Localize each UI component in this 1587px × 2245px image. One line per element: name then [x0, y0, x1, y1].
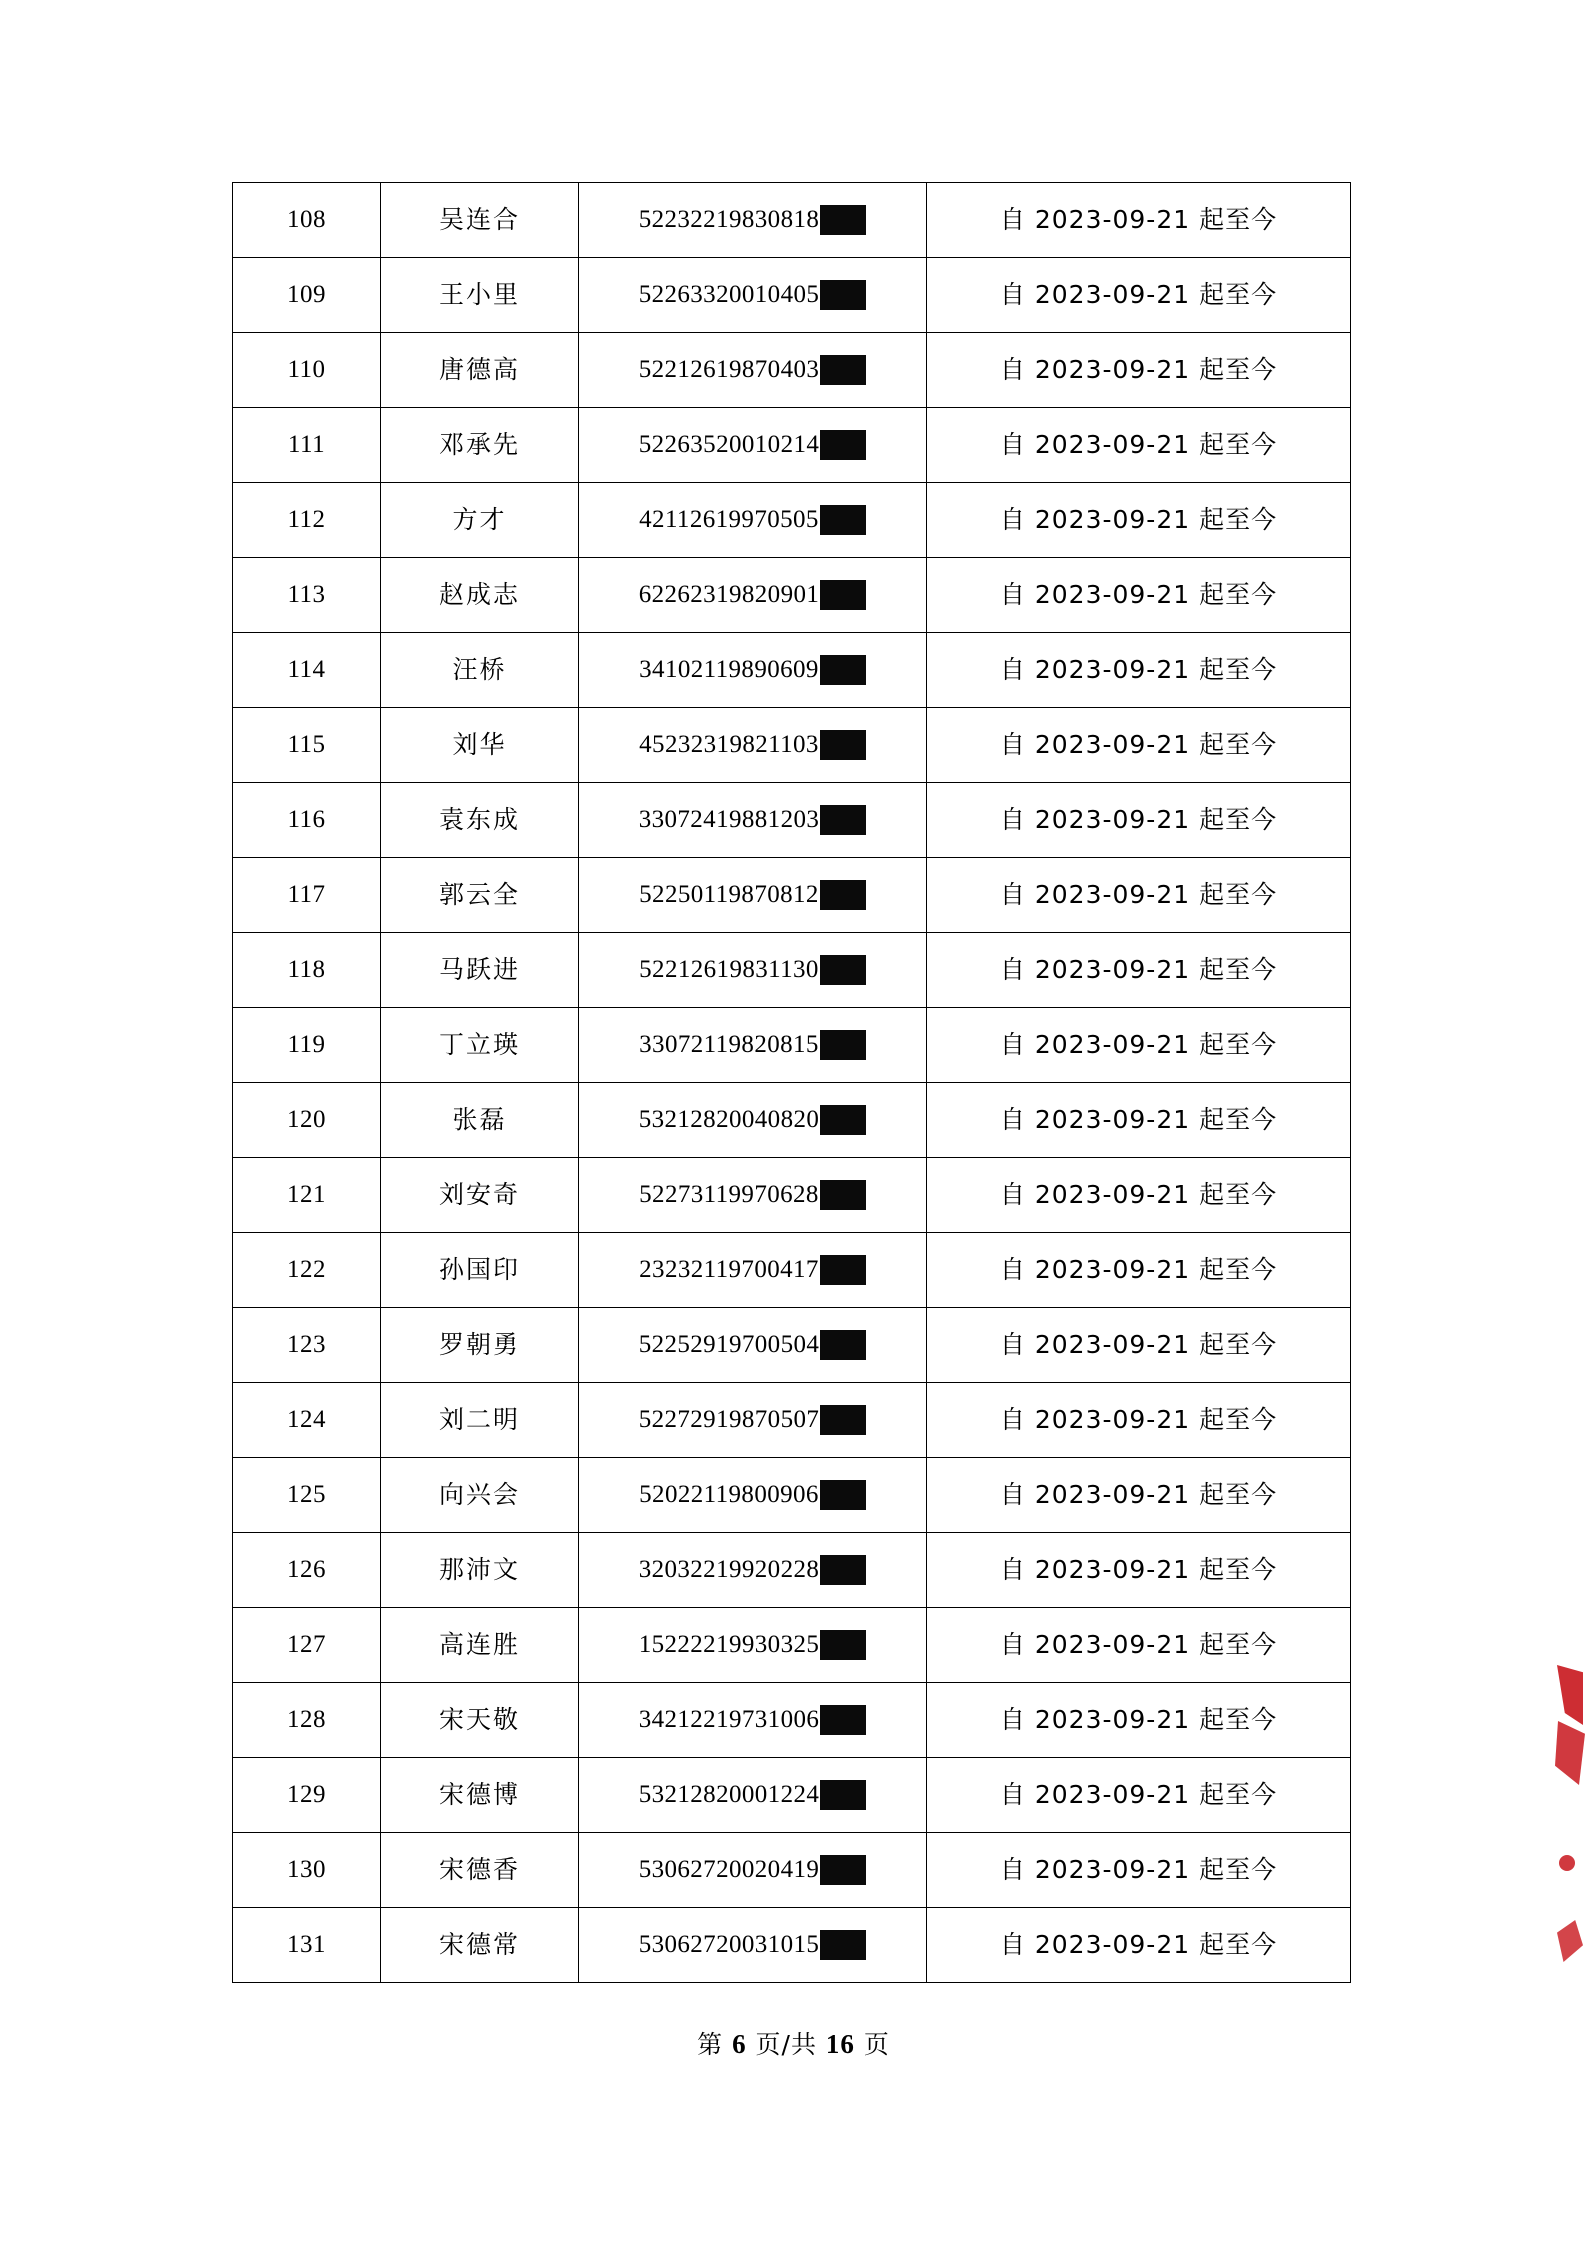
- row-name: 罗朝勇: [381, 1308, 579, 1383]
- id-digits: 33072419881203: [638, 806, 820, 834]
- footer-suffix: 页: [863, 2030, 890, 2059]
- id-digits: 53212820040820: [638, 1106, 820, 1134]
- redaction-bar: [820, 1630, 866, 1660]
- row-id-number: [579, 1458, 927, 1533]
- row-index: 120: [233, 1083, 381, 1158]
- row-index: 125: [233, 1458, 381, 1533]
- row-index: 112: [233, 483, 381, 558]
- row-name: 汪桥: [381, 633, 579, 708]
- row-index: 115: [233, 708, 381, 783]
- row-name: 王小里: [381, 258, 579, 333]
- row-index: 117: [233, 858, 381, 933]
- row-index: 129: [233, 1758, 381, 1833]
- row-period: 自 2023-09-21 起至今: [927, 1083, 1351, 1158]
- id-digits: 52250119870812: [639, 881, 819, 909]
- row-name: 赵成志: [381, 558, 579, 633]
- id-digits: 52212619831130: [639, 956, 819, 984]
- table-row: [233, 1083, 1351, 1158]
- table-row: [233, 633, 1351, 708]
- row-period: 自 2023-09-21 起至今: [927, 183, 1351, 258]
- id-digits: 53062720020419: [638, 1856, 820, 1884]
- redaction-bar: [820, 1255, 866, 1285]
- row-name: 袁东成: [381, 783, 579, 858]
- id-digits: 52252919700504: [638, 1331, 820, 1359]
- table-row: [233, 1683, 1351, 1758]
- table-row: [233, 1233, 1351, 1308]
- id-digits: 42112619970505: [639, 506, 819, 534]
- id-digits: 52272919870507: [638, 1406, 820, 1434]
- id-digits: 34212219731006: [638, 1706, 820, 1734]
- table-row: [233, 708, 1351, 783]
- row-id-number: [579, 708, 927, 783]
- redaction-bar: [820, 955, 866, 985]
- table-row: [233, 1533, 1351, 1608]
- row-id-number: [579, 1833, 927, 1908]
- row-name: 刘安奇: [381, 1158, 579, 1233]
- row-index: 126: [233, 1533, 381, 1608]
- row-period: 自 2023-09-21 起至今: [927, 1608, 1351, 1683]
- redaction-bar: [820, 505, 866, 535]
- row-period: 自 2023-09-21 起至今: [927, 1458, 1351, 1533]
- row-period: 自 2023-09-21 起至今: [927, 1308, 1351, 1383]
- row-name: 刘华: [381, 708, 579, 783]
- table-row: [233, 783, 1351, 858]
- row-period: 自 2023-09-21 起至今: [927, 1533, 1351, 1608]
- row-name: 唐德高: [381, 333, 579, 408]
- row-index: 121: [233, 1158, 381, 1233]
- table-row: [233, 1608, 1351, 1683]
- row-id-number: [579, 408, 927, 483]
- row-period: 自 2023-09-21 起至今: [927, 1233, 1351, 1308]
- row-index: 124: [233, 1383, 381, 1458]
- row-period: 自 2023-09-21 起至今: [927, 708, 1351, 783]
- redaction-bar: [820, 205, 866, 235]
- row-name: 吴连合: [381, 183, 579, 258]
- row-index: 119: [233, 1008, 381, 1083]
- row-id-number: [579, 558, 927, 633]
- row-id-number: [579, 183, 927, 258]
- redaction-bar: [820, 1180, 866, 1210]
- redaction-bar: [820, 655, 866, 685]
- row-period: 自 2023-09-21 起至今: [927, 783, 1351, 858]
- page-footer: [0, 2025, 1587, 2061]
- row-name: 宋德香: [381, 1833, 579, 1908]
- redaction-bar: [820, 1855, 866, 1885]
- row-id-number: [579, 1383, 927, 1458]
- row-period: 自 2023-09-21 起至今: [927, 483, 1351, 558]
- id-digits: 52022119800906: [639, 1481, 819, 1509]
- row-period: 自 2023-09-21 起至今: [927, 1158, 1351, 1233]
- row-period: 自 2023-09-21 起至今: [927, 1008, 1351, 1083]
- row-period: 自 2023-09-21 起至今: [927, 633, 1351, 708]
- roster-table: [232, 182, 1351, 1983]
- row-name: 宋德常: [381, 1908, 579, 1983]
- table-row: [233, 1158, 1351, 1233]
- row-index: 118: [233, 933, 381, 1008]
- table-row: [233, 1383, 1351, 1458]
- row-id-number: [579, 1608, 927, 1683]
- id-digits: 52273119970628: [639, 1181, 819, 1209]
- row-name: 刘二明: [381, 1383, 579, 1458]
- row-name: 马跃进: [381, 933, 579, 1008]
- table-row: [233, 1008, 1351, 1083]
- row-id-number: [579, 1233, 927, 1308]
- row-name: 宋德博: [381, 1758, 579, 1833]
- row-period: 自 2023-09-21 起至今: [927, 1908, 1351, 1983]
- table-row: [233, 408, 1351, 483]
- redaction-bar: [820, 580, 866, 610]
- row-id-number: [579, 633, 927, 708]
- id-digits: 53062720031015: [638, 1931, 820, 1959]
- table-row: [233, 858, 1351, 933]
- row-index: 113: [233, 558, 381, 633]
- row-period: 自 2023-09-21 起至今: [927, 558, 1351, 633]
- footer-total-pages: 16: [825, 2029, 855, 2059]
- red-seal-fragment: [1553, 1655, 1587, 1985]
- id-digits: 33072119820815: [639, 1031, 819, 1059]
- id-digits: 45232319821103: [639, 731, 819, 759]
- row-id-number: [579, 1158, 927, 1233]
- table-row: [233, 1758, 1351, 1833]
- row-name: 那沛文: [381, 1533, 579, 1608]
- redaction-bar: [820, 1105, 866, 1135]
- row-id-number: [579, 483, 927, 558]
- redaction-bar: [820, 1330, 866, 1360]
- row-name: 郭云全: [381, 858, 579, 933]
- row-name: 方才: [381, 483, 579, 558]
- table-row: [233, 183, 1351, 258]
- redaction-bar: [820, 1780, 866, 1810]
- table-row: [233, 1908, 1351, 1983]
- id-digits: 32032219920228: [638, 1556, 820, 1584]
- row-id-number: [579, 1758, 927, 1833]
- row-index: 131: [233, 1908, 381, 1983]
- id-digits: 52263320010405: [638, 281, 820, 309]
- id-digits: 52232219830818: [638, 206, 820, 234]
- row-name: 丁立瑛: [381, 1008, 579, 1083]
- row-id-number: [579, 933, 927, 1008]
- table-row: [233, 933, 1351, 1008]
- table-row: [233, 558, 1351, 633]
- row-id-number: [579, 1008, 927, 1083]
- row-id-number: [579, 858, 927, 933]
- redaction-bar: [820, 805, 866, 835]
- row-period: 自 2023-09-21 起至今: [927, 1683, 1351, 1758]
- row-period: 自 2023-09-21 起至今: [927, 1758, 1351, 1833]
- row-id-number: [579, 1683, 927, 1758]
- row-id-number: [579, 258, 927, 333]
- row-period: 自 2023-09-21 起至今: [927, 858, 1351, 933]
- id-digits: 53212820001224: [638, 1781, 820, 1809]
- id-digits: 15222219930325: [638, 1631, 820, 1659]
- footer-middle: 页/共: [755, 2030, 817, 2059]
- row-index: 111: [233, 408, 381, 483]
- roster-table-body: [233, 183, 1351, 1983]
- row-index: 128: [233, 1683, 381, 1758]
- redaction-bar: [820, 1480, 866, 1510]
- table-row: [233, 1833, 1351, 1908]
- row-period: 自 2023-09-21 起至今: [927, 333, 1351, 408]
- roster-table-container: [232, 182, 1350, 1983]
- row-period: 自 2023-09-21 起至今: [927, 1833, 1351, 1908]
- row-index: 108: [233, 183, 381, 258]
- row-period: 自 2023-09-21 起至今: [927, 408, 1351, 483]
- id-digits: 34102119890609: [639, 656, 819, 684]
- redaction-bar: [820, 1030, 866, 1060]
- row-period: 自 2023-09-21 起至今: [927, 258, 1351, 333]
- row-period: 自 2023-09-21 起至今: [927, 1383, 1351, 1458]
- row-id-number: [579, 1533, 927, 1608]
- row-id-number: [579, 1308, 927, 1383]
- row-index: 109: [233, 258, 381, 333]
- redaction-bar: [820, 1930, 866, 1960]
- footer-prefix: 第: [697, 2030, 724, 2059]
- row-index: 130: [233, 1833, 381, 1908]
- redaction-bar: [820, 1705, 866, 1735]
- id-digits: 52212619870403: [638, 356, 820, 384]
- redaction-bar: [820, 355, 866, 385]
- redaction-bar: [820, 430, 866, 460]
- table-row: [233, 333, 1351, 408]
- id-digits: 23232119700417: [639, 1256, 819, 1284]
- redaction-bar: [820, 880, 866, 910]
- table-row: [233, 483, 1351, 558]
- id-digits: 52263520010214: [638, 431, 820, 459]
- row-id-number: [579, 783, 927, 858]
- id-digits: 62262319820901: [638, 581, 820, 609]
- table-row: [233, 1308, 1351, 1383]
- row-name: 向兴会: [381, 1458, 579, 1533]
- row-index: 122: [233, 1233, 381, 1308]
- redaction-bar: [820, 730, 866, 760]
- redaction-bar: [820, 1405, 866, 1435]
- row-period: 自 2023-09-21 起至今: [927, 933, 1351, 1008]
- row-index: 123: [233, 1308, 381, 1383]
- row-index: 110: [233, 333, 381, 408]
- row-id-number: [579, 1083, 927, 1158]
- row-name: 张磊: [381, 1083, 579, 1158]
- row-name: 邓承先: [381, 408, 579, 483]
- row-id-number: [579, 1908, 927, 1983]
- row-index: 116: [233, 783, 381, 858]
- redaction-bar: [820, 280, 866, 310]
- table-row: [233, 1458, 1351, 1533]
- row-name: 宋天敬: [381, 1683, 579, 1758]
- row-name: 高连胜: [381, 1608, 579, 1683]
- redaction-bar: [820, 1555, 866, 1585]
- row-name: 孙国印: [381, 1233, 579, 1308]
- table-row: [233, 258, 1351, 333]
- row-index: 114: [233, 633, 381, 708]
- row-id-number: [579, 333, 927, 408]
- footer-page-number: 6: [732, 2029, 747, 2059]
- row-index: 127: [233, 1608, 381, 1683]
